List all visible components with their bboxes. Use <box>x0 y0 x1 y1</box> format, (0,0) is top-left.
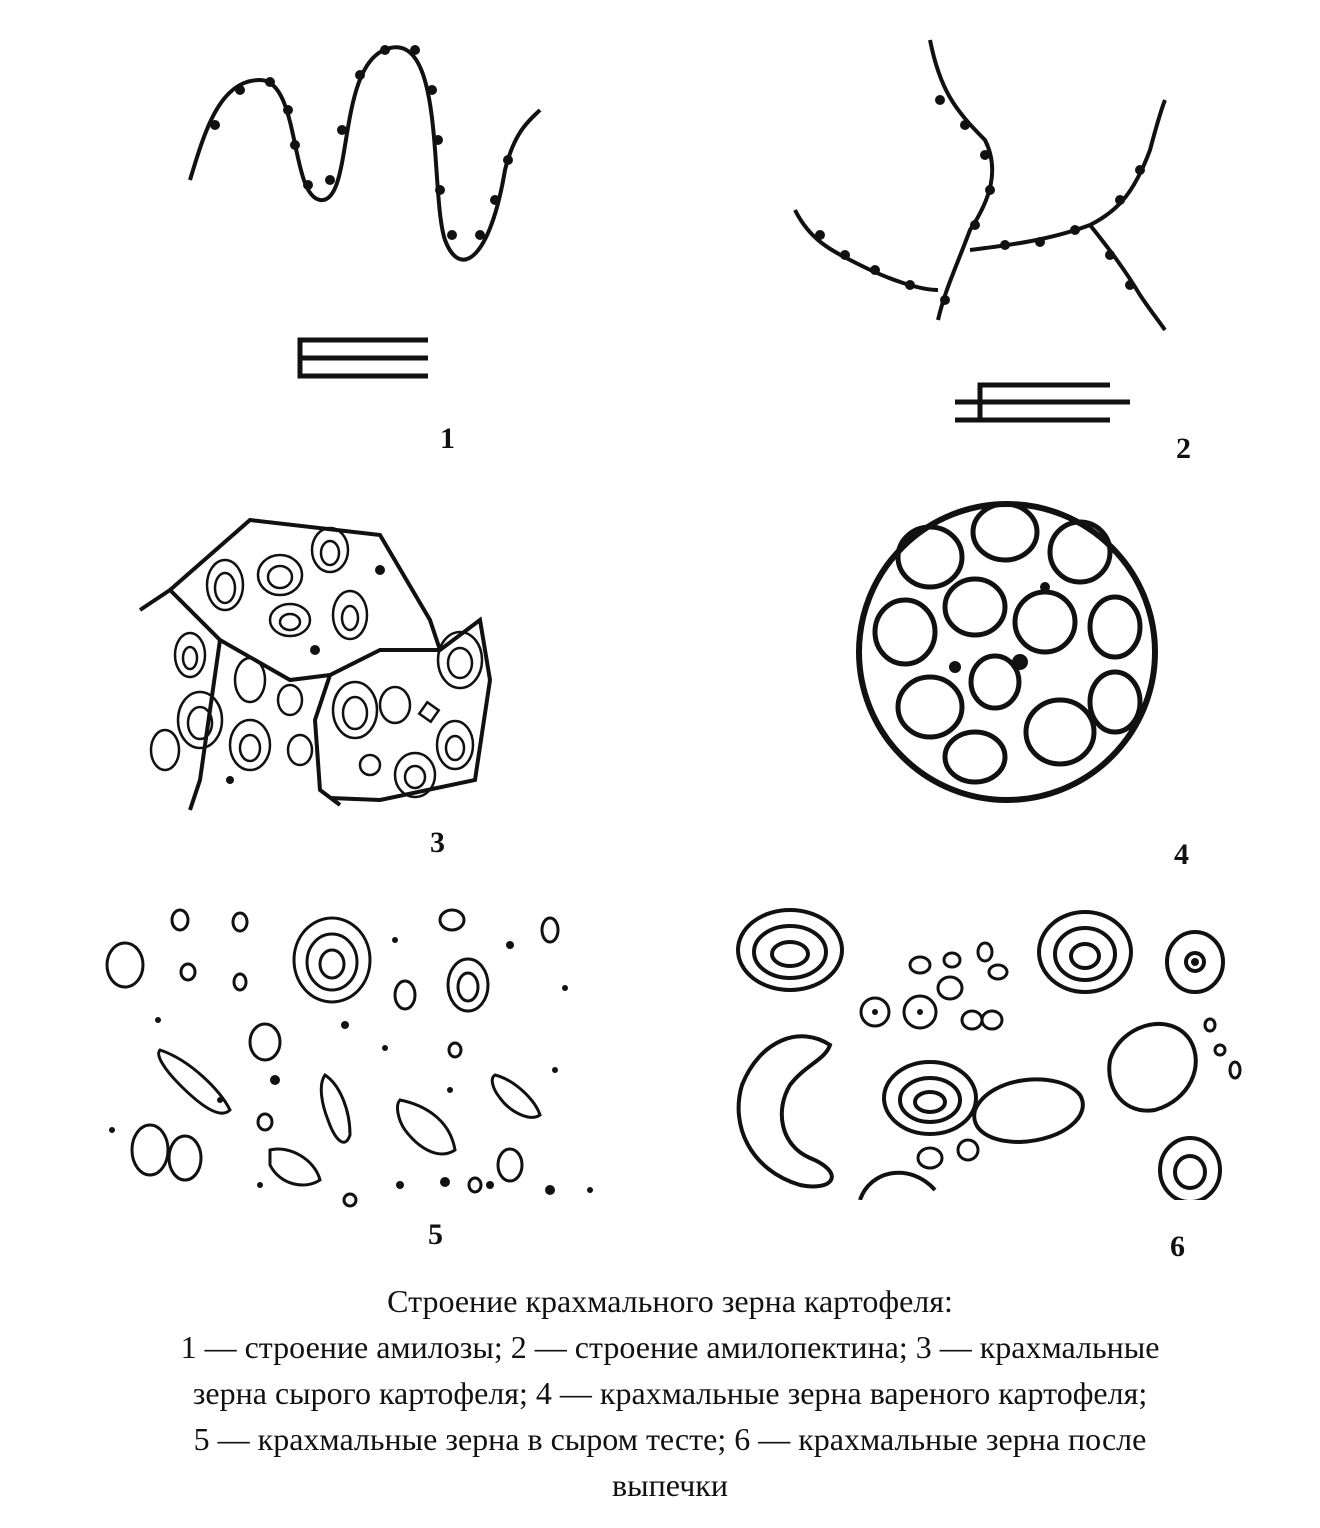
amylopectin-branch-main <box>930 40 992 320</box>
panel-number-2: 2 <box>1176 432 1191 465</box>
cell-wall-left <box>140 590 220 810</box>
panel-number-1: 1 <box>440 422 455 455</box>
panel-amylopectin <box>780 30 1200 440</box>
panel-raw-potato-cells <box>130 480 510 830</box>
amylopectin-branch-right <box>970 100 1165 250</box>
amylose-chain <box>190 47 540 259</box>
caption-title: Строение крахмального зерна картофеля: <box>387 1283 953 1319</box>
panel-raw-dough <box>100 900 600 1210</box>
panel-number-4: 4 <box>1174 838 1189 871</box>
baked-starch-grains <box>738 910 1223 1200</box>
caption-line: зерна сырого картофеля; 4 — крахмальные зерна вареного картофеля; <box>192 1375 1148 1411</box>
panel-number-3: 3 <box>430 826 445 859</box>
amylopectin-branch-left <box>795 210 938 290</box>
figure-caption <box>80 1278 1260 1508</box>
panel-number-5: 5 <box>428 1218 443 1251</box>
amylopectin-helix-symbol <box>955 385 1130 420</box>
panel-after-baking <box>720 900 1260 1200</box>
amylose-helix-symbol <box>300 340 428 376</box>
panel-amylose <box>170 20 570 420</box>
caption-line: 1 — строение амилозы; 2 — строение амилопектина; 3 — крахмальные <box>180 1329 1160 1365</box>
amylose-glucose-units <box>210 45 513 240</box>
cell-wall-middle <box>170 590 490 800</box>
panel-number-6: 6 <box>1170 1230 1185 1263</box>
panel-boiled-potato <box>845 492 1170 812</box>
baked-grain-dots <box>872 958 1199 1015</box>
amylopectin-glucose-units <box>815 95 1145 305</box>
dough-starch-grains <box>107 910 558 1206</box>
caption-line: 5 — крахмальные зерна в сыром тесте; 6 — крахмальные зерна после <box>193 1421 1147 1457</box>
amylopectin-branch-sub <box>1090 225 1165 330</box>
caption-line: выпечки <box>612 1467 728 1503</box>
